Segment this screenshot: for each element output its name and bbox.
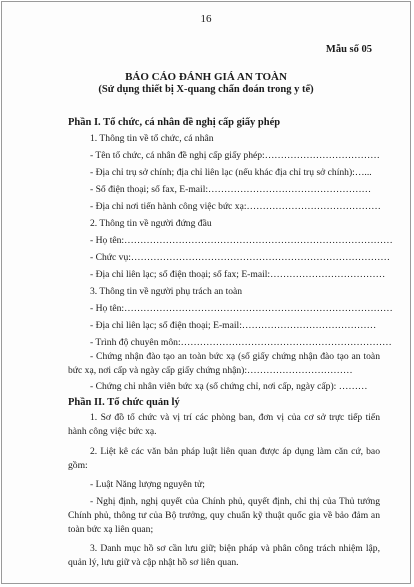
part1-heading: Phần I. Tổ chức, cá nhân đề nghị cấp giấy phép (68, 117, 281, 128)
part1-section1-item: - Địa chỉ trụ sở chính; địa chỉ liên lạc (nếu khác địa chỉ trụ sở chính):…... (90, 167, 372, 178)
page-number: 16 (200, 13, 212, 25)
part1-section3-title: 3. Thông tin về người phụ trách an toàn (90, 286, 243, 297)
part1-section3-item: - Họ tên:………………………………………………………………………… (90, 303, 393, 314)
part2-paragraph-1: 1. Sơ đồ tổ chức và vị trí các phòng ban, đơn vị của cơ sở trực tiếp tiến hành công việc bức xạ. (68, 412, 380, 437)
part2-paragraph-3: 3. Danh mục hồ sơ cần lưu giữ; biện pháp và phân công trách nhiệm lập, quản lý, lưu giữ và cập nhật hồ sơ liên quan. (68, 543, 380, 568)
part1-section2-item: - Chức vụ:……………………………………………………………………… (90, 252, 390, 263)
part1-license-line: - Chứng chỉ nhân viên bức xạ (số chứng chỉ, nơi cấp, ngày cấp): ……… (90, 381, 368, 392)
report-subtitle: (Sử dụng thiết bị X-quang chẩn đoán trong y tế) (98, 84, 314, 95)
part1-section1-item: - Địa chỉ nơi tiến hành công việc bức xạ:…………………………………… (90, 201, 381, 212)
part1-section3-item: - Trình độ chuyên môn:………………………………………………………… (90, 337, 392, 348)
part1-section2-title: 2. Thông tin về người đứng đầu (90, 218, 212, 229)
part1-section2-item: - Địa chỉ liên lạc; số điện thoại; số fax; E-mail:……………………………… (90, 269, 386, 280)
part1-cert-paragraph: - Chứng nhận đào tạo an toàn bức xạ (số giấy chứng nhận đào tạo an toàn bức xạ, nơi cấp và ngày cấp giấy chứng nhận):…………………………… (68, 351, 380, 376)
part2-paragraph-2: 2. Liệt kê các văn bản pháp luật liên quan được áp dụng làm căn cứ, bao gồm: (68, 446, 380, 471)
part1-section3-item: - Địa chỉ liên lạc; số điện thoại; E-mail:…………………………………… (90, 320, 377, 331)
part2-heading: Phần II. Tổ chức quản lý (68, 397, 180, 408)
document-page (1, 1, 411, 584)
part1-section2-item: - Họ tên:………………………………………………………………………… (90, 235, 393, 246)
part2-list-item: - Luật Năng lượng nguyên tử; (90, 479, 205, 490)
report-title: BÁO CÁO ĐÁNH GIÁ AN TOÀN (125, 71, 287, 83)
part1-section1-item: - Tên tổ chức, cá nhân đề nghị cấp giấy phép:……………………………… (90, 150, 380, 161)
part2-list-item: - Nghị định, nghị quyết của Chính phủ, quyết định, chỉ thị của Thủ tướng Chính phủ, thông tư của Bộ trưởng, quy chuẩn kỹ thuật quốc gia về bảo đảm an toàn bức xạ liên quan; (68, 496, 380, 535)
part1-section1-title: 1. Thông tin về tổ chức, cá nhân (90, 133, 214, 144)
part1-section1-item: - Số điện thoại; số fax, E-mail:…………………………………………… (90, 184, 372, 195)
form-number: Mẫu số 05 (325, 44, 372, 55)
